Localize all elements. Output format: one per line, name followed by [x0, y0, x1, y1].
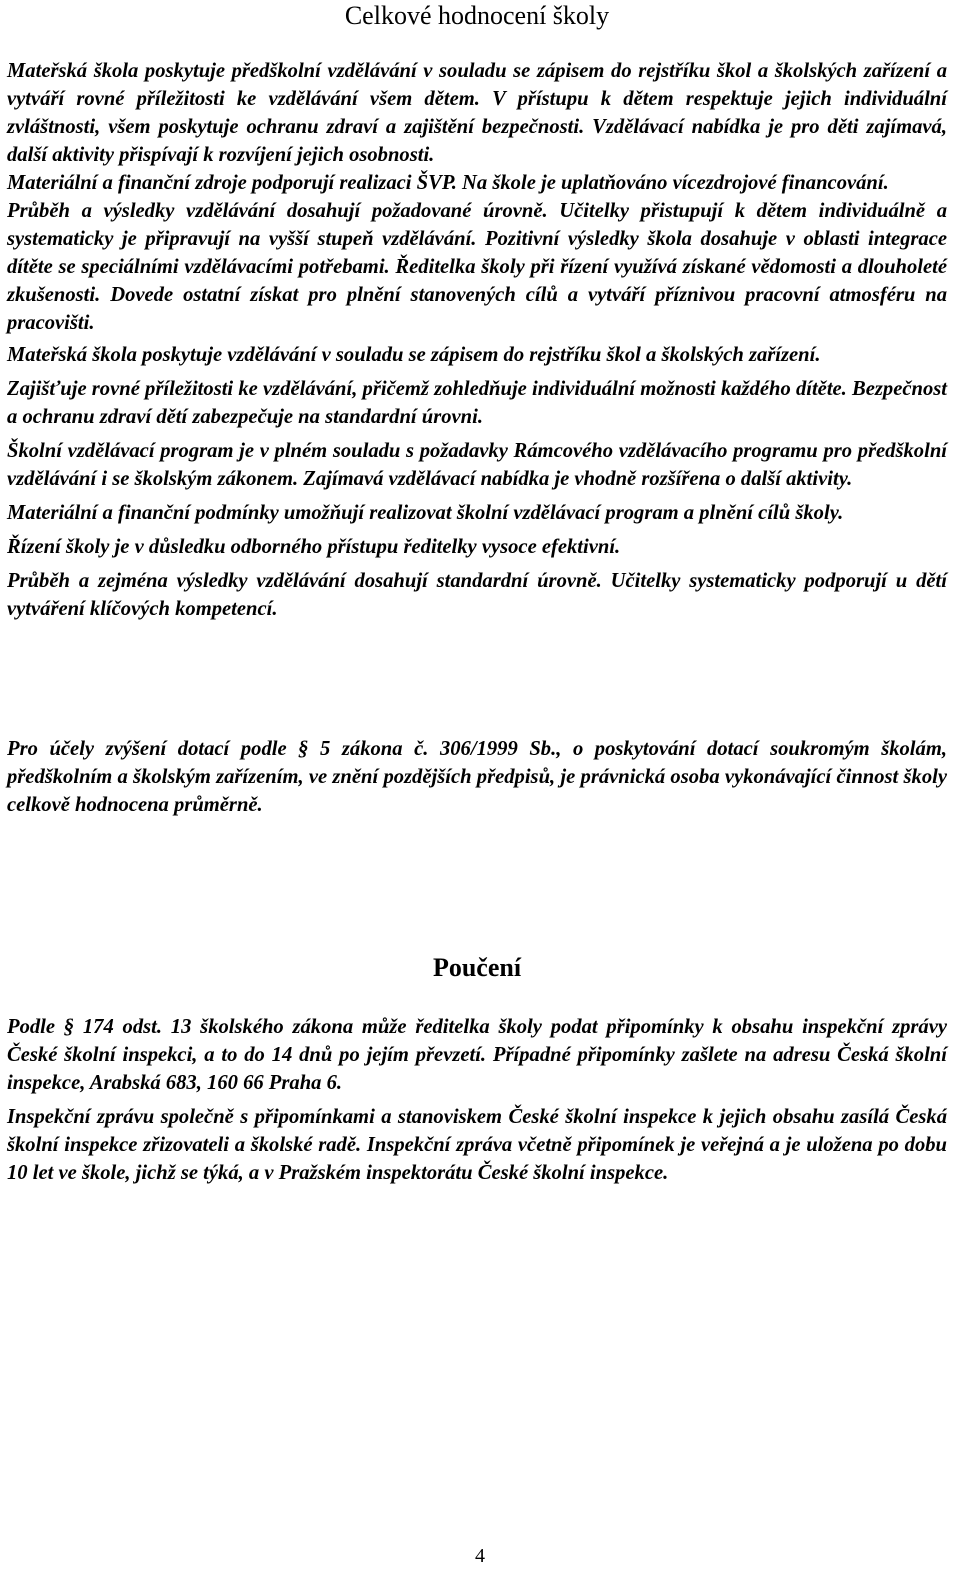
evaluation-paragraph: Materiální a finanční zdroje podporují realizaci ŠVP. Na škole je uplatňováno vícezdrojové financování.: [7, 172, 889, 194]
evaluation-paragraph: Řízení školy je v důsledku odborného přístupu ředitelky vysoce efektivní.: [7, 536, 621, 558]
evaluation-paragraph: Průběh a zejména výsledky vzdělávání dosahují standardní úrovně. Učitelky systematicky podporují u dětí vytváření klíčových kompetencí.: [7, 570, 947, 620]
instruction-paragraph: Podle § 174 odst. 13 školského zákona může ředitelka školy podat připomínky k obsahu inspekční zprávy České školní inspekci, a to do 14 dnů po jejím převzetí. Případné připomínky zašlete na adresu Česká školní inspekce, Arabská 683, 160 66 Praha 6.: [7, 1016, 947, 1094]
section-heading-instruction: Poučení: [432, 953, 522, 982]
summary-paragraph: Pro účely zvýšení dotací podle § 5 zákona č. 306/1999 Sb., o poskytování dotací soukromým školám, předškolním a školským zařízením, ve znění pozdějších předpisů, je právnická osoba vykonávající činnost školy celkově hodnocena průměrně.: [7, 738, 947, 816]
document-page: [7, 0, 947, 1187]
evaluation-paragraph: Mateřská škola poskytuje předškolní vzdělávání v souladu se zápisem do rejstříku škol a školských zařízení a vytváří rovné příležitosti ke vzdělávání všem dětem. V přístupu k dětem respektuje jejich individuální zvláštnosti, všem poskytuje ochranu zdraví a zajištění bezpečnosti. Vzdělávací nabídka je pro děti zajímavá, další aktivity přispívají k rozvíjení jejich osobnosti.: [7, 60, 947, 166]
evaluation-paragraph: Zajišťuje rovné příležitosti ke vzdělávání, přičemž zohledňuje individuální možnosti každého dítěte. Bezpečnost a ochranu zdraví dětí zabezpečuje na standardní úrovni.: [7, 378, 947, 428]
instruction-paragraph: Inspekční zprávu společně s připomínkami a stanoviskem České školní inspekce k jejich obsahu zasílá Česká školní inspekce zřizovateli a školské radě. Inspekční zpráva včetně připomínek je veřejná a je uložena po dobu 10 let ve škole, jichž se týká, a v Pražském inspektorátu České školní inspekce.: [7, 1106, 947, 1184]
page-number: 4: [475, 1545, 485, 1567]
evaluation-paragraph: Materiální a finanční podmínky umožňují realizovat školní vzdělávací program a plnění cílů školy.: [7, 502, 844, 524]
evaluation-paragraph: Mateřská škola poskytuje vzdělávání v souladu se zápisem do rejstříku škol a školských zařízení.: [7, 344, 821, 366]
evaluation-paragraph: Průběh a výsledky vzdělávání dosahují požadované úrovně. Učitelky přistupují k dětem individuálně a systematicky je připravují na vyšší stupeň vzdělávání. Pozitivní výsledky škola dosahuje v oblasti integrace dítěte se speciálními vzdělávacími potřebami. Ředitelka školy při řízení využívá získané vědomosti a dlouholeté zkušenosti. Dovede ostatní získat pro plnění stanovených cílů a vytváří příznivou pracovní atmosféru na pracovišti.: [7, 200, 947, 334]
section-heading-overall-evaluation: Celkové hodnocení školy: [344, 1, 610, 30]
evaluation-paragraph: Školní vzdělávací program je v plném souladu s požadavky Rámcového vzdělávacího programu pro předškolní vzdělávání i se školským zákonem. Zajímavá vzdělávací nabídka je vhodně rozšířena o další aktivity.: [7, 440, 947, 490]
